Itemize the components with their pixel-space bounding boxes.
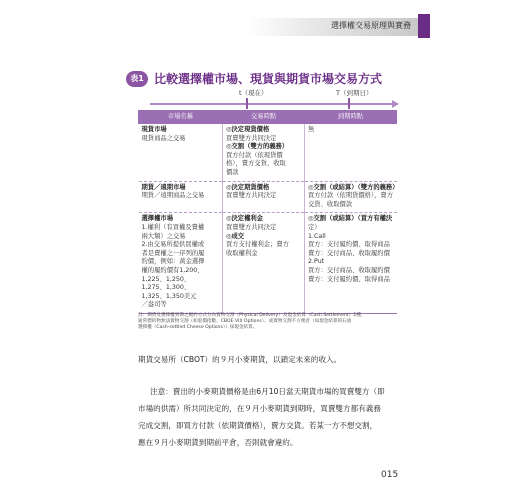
footnote-line: 選擇權（Cash-settled Cheese Options））採現金結算。	[138, 325, 258, 330]
cell-line: 買方支付權利金；賣方	[226, 241, 289, 249]
cell-line: 格），賣方交貨、收取	[226, 160, 286, 168]
cell-line: 定）	[308, 223, 321, 231]
body-paragraph-line: 市場的供需）所共同決定的，在９月小麥期貨到期時，買賣雙方都有義務	[138, 404, 381, 413]
table-cell-name	[139, 181, 223, 213]
timeline-line	[150, 103, 394, 105]
cell-line: ／盎司等	[141, 301, 167, 309]
cell-line: 買方：支付履約價、取得商品	[308, 241, 390, 249]
cell-line: 權的履約價有1,200、	[141, 266, 204, 274]
cell-line: 買賣雙方共同決定	[226, 223, 277, 231]
table-cell-due	[305, 124, 397, 182]
cell-line: ◎決定現貨價格	[226, 126, 270, 133]
cell-line: 價款	[226, 168, 239, 176]
table-cell-name	[139, 213, 223, 314]
timeline-arrow-icon	[392, 100, 399, 108]
table-title: 比較選擇權市場、現貨與期貨市場交易方式	[154, 72, 383, 86]
cell-line: 約價，例如：黃金選擇	[141, 258, 205, 266]
cell-line: 收取權利金	[226, 249, 258, 257]
table-row	[139, 181, 397, 213]
table-cell-trade	[223, 124, 305, 182]
table-number-badge: 表1	[126, 71, 148, 87]
comparison-table	[138, 110, 397, 314]
cell-line: 現貨市場	[141, 126, 167, 133]
table-cell-name	[139, 124, 223, 182]
cell-line: 賣方：支付履約價、取得商品	[308, 275, 390, 283]
cell-line: 1,325、1,350美元	[141, 292, 197, 300]
footnote-line: 通常標的物無法實物交割（如股價指數、CBOE VIX Options）、或實物交割不方便者（如現金結算的石油	[138, 319, 352, 324]
cell-line: 無	[308, 126, 315, 133]
cell-line: 期貨／遠期商品之交易	[141, 192, 205, 200]
cell-line: 1.權利（有買權及賣權	[141, 223, 205, 231]
cell-line: 賣方：交付商品、收取履約價	[308, 249, 390, 257]
cell-line: 期貨／遠期市場	[141, 183, 186, 191]
column-header-trade-time: 交易時點	[223, 111, 305, 124]
timeline-tick-due	[348, 98, 350, 109]
table-row	[139, 213, 397, 314]
cell-line: 2.Put	[308, 258, 325, 266]
running-header: 選擇權交易原理與實務	[331, 21, 411, 30]
column-header-market: 市場名稱	[139, 111, 223, 124]
cell-line: 兩大類）之交易	[141, 232, 186, 240]
cell-line: ◎成交	[226, 232, 245, 240]
cell-line: 買賣雙方共同決定	[226, 192, 277, 200]
cell-line: 買賣雙方共同決定	[226, 134, 277, 142]
table-row	[139, 124, 397, 182]
cell-line: 1.Call	[308, 232, 326, 240]
table-footnote	[138, 313, 408, 331]
timeline-label-due: T（到期日）	[336, 89, 373, 97]
body-paragraph-line: 注意：賣出的小麥期貨價格是由6月10日當天期貨市場的買賣雙方（即	[150, 387, 385, 396]
cell-line: 選擇權市場	[141, 215, 173, 223]
body-paragraph-line: 完成交割，即買方付款（依期貨價格），賣方交貨。若某一方不想交割，	[138, 421, 378, 430]
column-header-due-time: 到期時點	[305, 111, 397, 124]
table-cell-due	[305, 213, 397, 314]
cell-line: 買方付款（依期貨價格），賣方	[308, 192, 394, 200]
cell-line: ◎決定期貨價格	[226, 183, 270, 191]
timeline-tick-now	[246, 98, 248, 109]
table-cell-due	[305, 181, 397, 213]
cell-line: ◎交割（雙方的義務）	[226, 143, 289, 151]
cell-line: 買方：交付商品、收取履約價	[308, 266, 390, 274]
footnote-line: 註：期貨及選擇權到期之履約方式分為實物交割（Physical Delivery）及現金結算（Cash Settlement）2種。	[138, 313, 366, 318]
cell-line: 1,275、1,300、	[141, 284, 191, 292]
body-paragraph-line: 應在９月小麥期貨到期前平倉，否則就會違約。	[138, 438, 298, 447]
cell-line: 買方付款（依現貨價	[226, 151, 283, 159]
cell-line: 2.由交易所提供買權或	[141, 241, 205, 249]
body-paragraph-line: 期貨交易所（CBOT）的９月小麥期貨，以鎖定未來的收入。	[138, 355, 342, 364]
cell-line: ◎交割（或結算）（買方有權決	[308, 215, 393, 223]
table-cell-trade	[223, 181, 305, 213]
cell-line: 交貨、收取價款	[308, 200, 353, 208]
cell-line: ◎交割（或結算）（雙方的義務）	[308, 183, 399, 191]
page-number: 015	[381, 470, 399, 480]
cell-line: ◎決定權利金	[226, 215, 263, 223]
timeline-label-now: t（現在）	[239, 89, 268, 97]
cell-line: 1,225、1,250、	[141, 275, 191, 283]
cell-line: 者是賣權之一序列的履	[141, 249, 205, 257]
cell-line: 現貨商品之交易	[141, 134, 186, 142]
header-accent-block	[418, 14, 430, 38]
table-cell-trade	[223, 213, 305, 314]
